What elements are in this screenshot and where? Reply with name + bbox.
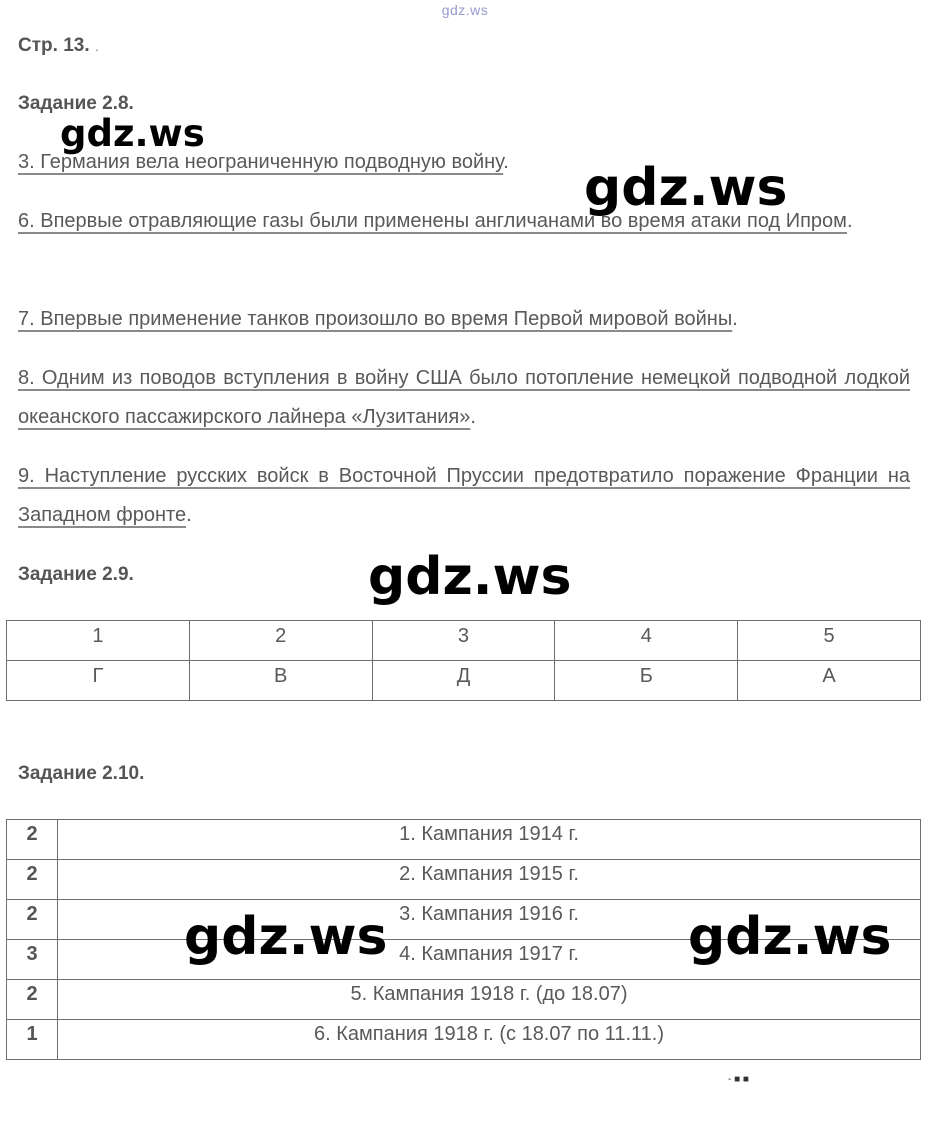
item-end: . — [846, 210, 853, 232]
table-cell: В — [189, 661, 372, 701]
page-header — [18, 35, 99, 57]
table-cell: 3 — [372, 621, 555, 661]
bottom-fragment: - ■ ■ — [728, 1074, 749, 1085]
item-end: . — [732, 308, 738, 330]
table-cell: 2 — [189, 621, 372, 661]
item-end: . — [503, 151, 509, 173]
page-header-tail: . — [94, 38, 99, 54]
item-end: . — [186, 504, 192, 526]
row-number: 2 — [7, 900, 58, 940]
task-2-8-heading: Задание 2.8. — [18, 93, 134, 114]
table-cell: 1 — [7, 621, 190, 661]
task-2-9-heading: Задание 2.9. — [18, 564, 134, 585]
watermark: gdz.ws — [584, 158, 788, 218]
table-cell: Г — [7, 661, 190, 701]
watermark: gdz.ws — [368, 547, 572, 607]
row-number: 2 — [7, 860, 58, 900]
item-text: 8. Одним из поводов вступления в войну США было потопление немецкой подводной лодкой океанского пассажирского лайнера «Лузитания» — [18, 367, 910, 428]
task-2-8-item-8 — [18, 359, 910, 437]
row-label: 4. Кампания 1917 г. — [58, 940, 921, 980]
item-text: 9. Наступление русских войск в Восточной Пруссии предотвратило поражение Франции на Западном фронте — [18, 465, 910, 526]
row-label: 3. Кампания 1916 г. — [58, 900, 921, 940]
task-2-8-item-7 — [18, 300, 910, 339]
item-end: . — [470, 406, 476, 428]
table-cell: А — [738, 661, 921, 701]
page-header-text: Стр. 13. — [18, 35, 90, 56]
table-row — [7, 860, 921, 900]
item-text: 3. Германия вела неограниченную подводную войну — [18, 151, 504, 173]
task-2-10-heading: Задание 2.10. — [18, 763, 145, 784]
row-label: 5. Кампания 1918 г. (до 18.07) — [58, 980, 921, 1020]
row-label: 6. Кампания 1918 г. (с 18.07 по 11.11.) — [58, 1020, 921, 1060]
watermark: gdz.ws — [184, 907, 388, 967]
table-row — [7, 980, 921, 1020]
row-number: 2 — [7, 980, 58, 1020]
row-number: 1 — [7, 1020, 58, 1060]
row-label: 1. Кампания 1914 г. — [58, 820, 921, 860]
watermark: gdz.ws — [60, 112, 205, 155]
watermark: gdz.ws — [688, 907, 892, 967]
table-cell: 5 — [738, 621, 921, 661]
top-watermark: gdz.ws — [441, 2, 489, 18]
table-row — [7, 1020, 921, 1060]
table-cell: 4 — [555, 621, 738, 661]
table-row — [7, 621, 921, 661]
task-2-9-table — [6, 620, 921, 701]
table-cell: Б — [555, 661, 738, 701]
item-text: 7. Впервые применение танков произошло во время Первой мировой войны — [18, 308, 733, 330]
row-label: 2. Кампания 1915 г. — [58, 860, 921, 900]
table-cell: Д — [372, 661, 555, 701]
item-text: 6. Впервые отравляющие газы были применены англичанами во время атаки под Ипром — [18, 210, 847, 232]
table-row — [7, 661, 921, 701]
table-row — [7, 820, 921, 860]
row-number: 2 — [7, 820, 58, 860]
row-number: 3 — [7, 940, 58, 980]
task-2-8-item-9 — [18, 457, 910, 535]
